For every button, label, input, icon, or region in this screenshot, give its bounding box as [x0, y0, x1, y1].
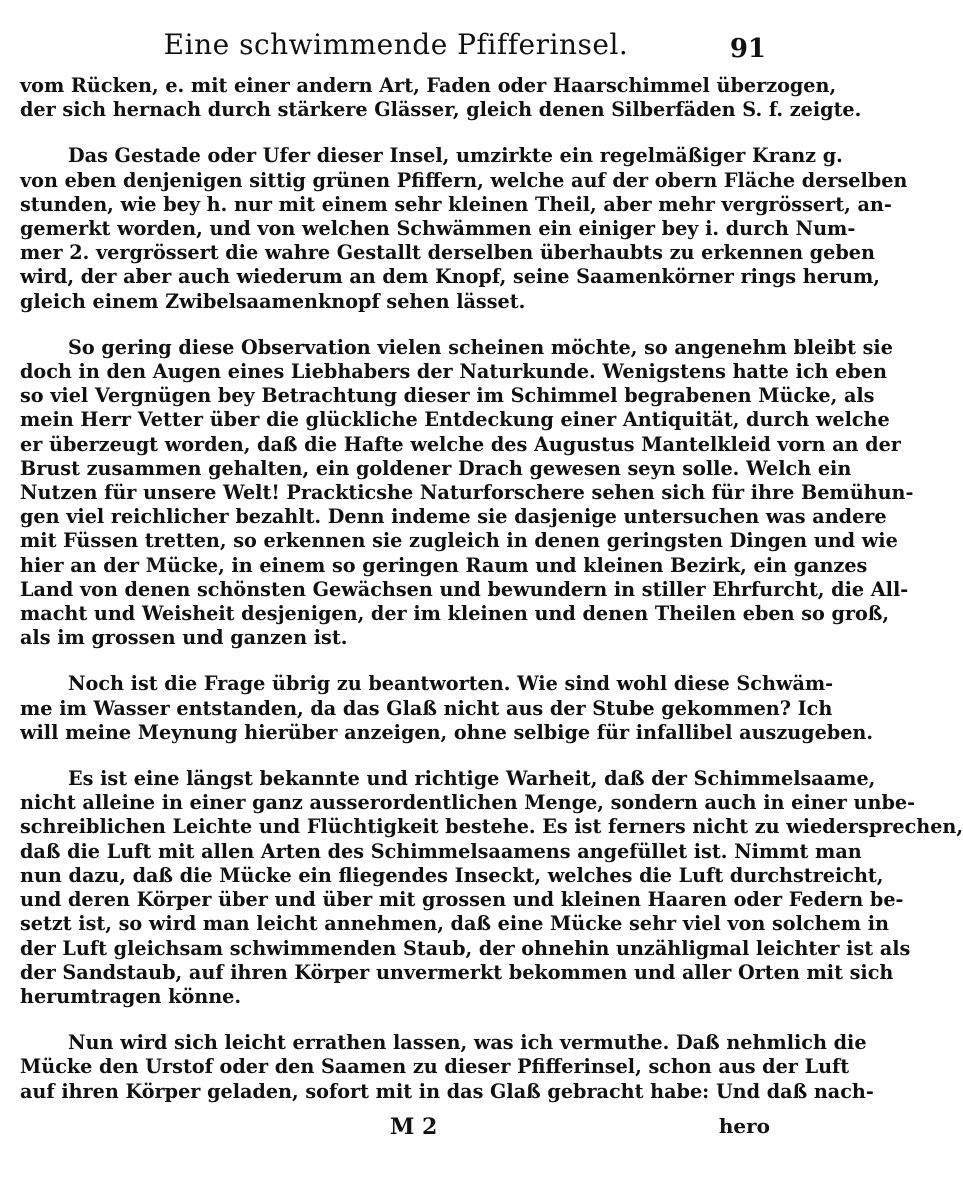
paragraph [20, 767, 963, 1009]
text-line: doch in den Augen eines Liebhabers der Naturkunde. Wenigstens hatte ich eben [20, 360, 887, 384]
text-line: herumtragen könne. [20, 984, 242, 1008]
text-line: auf ihren Körper geladen, sofort mit in das Glaß gebracht habe: Und daß nach- [20, 1079, 874, 1103]
text-line: gleich einem Zwibelsaamenknopf sehen lässet. [20, 289, 526, 313]
paragraph [20, 144, 908, 313]
text-line: will meine Meynung hierüber anzeigen, ohne selbige für infallibel auszugeben. [20, 720, 874, 744]
text-line: wird, der aber auch wiederum an dem Knopf, seine Saamenkörner rings herum, [20, 265, 880, 289]
paragraph [20, 672, 874, 745]
text-line: stunden, wie bey h. nur mit einem sehr kleinen Theil, aber mehr vergrössert, an- [20, 192, 892, 216]
running-title: Eine schwimmende Pfifferinsel. [163, 28, 629, 61]
text-line: nun dazu, daß die Mücke ein fliegendes Inseckt, welches die Luft durchstreicht, [20, 863, 884, 887]
catchword: hero [718, 1114, 770, 1138]
text-line: und deren Körper über und über mit grossen und kleinen Haaren oder Federn be- [20, 888, 904, 912]
text-line: hier an der Mücke, in einem so geringen Raum und kleinen Bezirk, ein ganzes [20, 553, 868, 577]
paragraph [20, 1031, 874, 1104]
text-line: der Luft gleichsam schwimmenden Staub, der ohnehin unzähligmal leichter ist als [20, 936, 911, 960]
text-line: gen viel reichlicher bezahlt. Denn indeme sie dasjenige untersuchen was andere [20, 505, 887, 529]
text-line: Das Gestade oder Ufer dieser Insel, umzirkte ein regelmäßiger Kranz g. [68, 144, 843, 168]
paragraph [20, 335, 914, 651]
page-header [0, 22, 792, 66]
page-number: 91 [729, 34, 766, 64]
text-line: Nun wird sich leicht errathen lassen, was ich vermuthe. Daß nehmlich die [68, 1031, 867, 1055]
text-line: macht und Weisheit desjenigen, der im kleinen und denen Theilen eben so groß, [20, 602, 890, 626]
text-line: mein Herr Vetter über die glückliche Entdeckung einer Antiquität, durch welche [20, 408, 890, 432]
text-line: der Sandstaub, auf ihren Körper unvermerkt bekommen und aller Orten mit sich [20, 960, 894, 984]
text-line: Noch ist die Frage übrig zu beantworten. Wie sind wohl diese Schwäm- [68, 672, 834, 696]
page-footer [0, 1114, 792, 1142]
body-text [20, 74, 963, 1126]
text-line: der sich hernach durch stärkere Glässer, gleich denen Silberfäden S. f. zeigte. [20, 98, 862, 122]
text-line: Brust zusammen gehalten, ein goldener Drach gewesen seyn solle. Welch ein [20, 456, 852, 480]
text-line: nicht alleine in einer ganz ausserordentlichen Menge, sondern auch in einer unbe- [20, 791, 916, 815]
text-line: Es ist eine längst bekannte und richtige Warheit, daß der Schimmelsaame, [68, 767, 876, 791]
text-line: gemerkt worden, und von welchen Schwämmen ein einiger bey i. durch Num- [20, 217, 856, 241]
text-line: setzt ist, so wird man leicht annehmen, daß eine Mücke sehr viel von solchem in [20, 912, 889, 936]
text-line: so viel Vergnügen bey Betrachtung dieser im Schimmel begrabenen Mücke, als [20, 384, 875, 408]
text-line: als im grossen und ganzen ist. [20, 626, 348, 650]
text-line: Nutzen für unsere Welt! Prackticshe Naturforschere sehen sich für ihre Bemühun- [20, 481, 914, 505]
text-line: So gering diese Observation vielen scheinen möchte, so angenehm bleibt sie [68, 335, 893, 359]
text-line: von eben denjenigen sittig grünen Pfiffern, welche auf der obern Fläche derselben [20, 168, 908, 192]
text-line: mit Füssen tretten, so erkennen sie zugleich in denen geringsten Dingen und wie [20, 529, 898, 553]
text-line: Mücke den Urstof oder den Saamen zu dieser Pfifferinsel, schon aus der Luft [20, 1055, 850, 1079]
text-line: daß die Luft mit allen Arten des Schimmelsaamens angefüllet ist. Nimmt man [20, 839, 862, 863]
text-line: er überzeugt worden, daß die Hafte welche des Augustus Mantelkleid vorn an der [20, 432, 901, 456]
text-line: mer 2. vergrössert die wahre Gestallt derselben überhaubts zu erkennen geben [20, 241, 875, 265]
printer-signature: M 2 [390, 1114, 438, 1140]
text-line: me im Wasser entstanden, da das Glaß nicht aus der Stube gekommen? Ich [20, 696, 833, 720]
text-line: vom Rücken, e. mit einer andern Art, Faden oder Haarschimmel überzogen, [20, 74, 837, 97]
text-line: schreiblichen Leichte und Flüchtigkeit bestehe. Es ist ferners nicht zu wiedersprechen, [20, 815, 963, 839]
paragraph [20, 74, 862, 122]
text-line: Land von denen schönsten Gewächsen und bewundern in stiller Ehrfurcht, die All- [20, 577, 909, 601]
